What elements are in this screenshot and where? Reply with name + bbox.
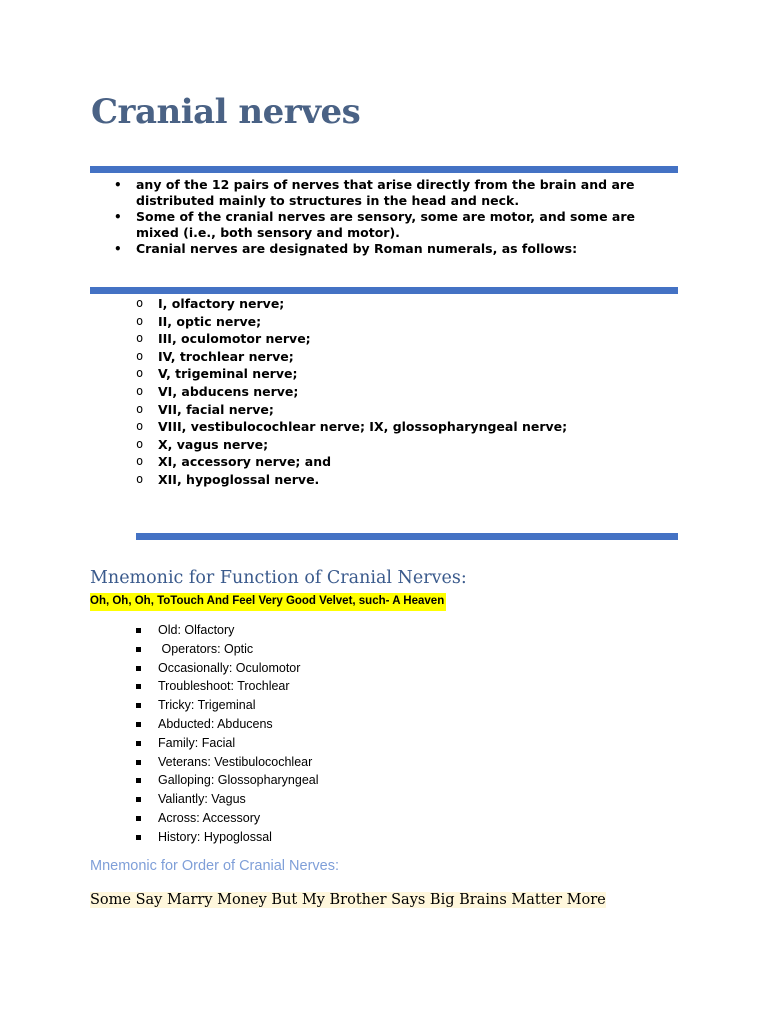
function-mnemonic-item-text: Old: Olfactory [158,623,235,637]
function-mnemonic-item [136,659,536,678]
bullet-icon: • [114,178,122,192]
bullet-icon: • [114,210,122,224]
divider-rule [90,287,678,294]
function-mnemonic-item-text: History: Hypoglossal [158,829,272,844]
square-bullet-icon [136,741,141,746]
nerve-list-item [136,471,676,489]
function-mnemonic-item-text: Occasionally: Oculomotor [158,660,301,675]
hollow-circle-bullet-icon: o [136,313,144,328]
nerve-list-item [136,348,676,366]
intro-bullet-item-text: Some of the cranial nerves are sensory, some are motor, and some are mixed (i.e., both sensory and motor). [136,209,640,240]
order-mnemonic-phrase [90,890,606,910]
nerve-list-item-text: VII, facial nerve; [158,401,274,417]
order-mnemonic-heading: Mnemonic for Order of Cranial Nerves: [90,858,339,874]
square-bullet-icon [136,666,141,671]
square-bullet-icon [136,722,141,727]
hollow-circle-bullet-icon: o [136,436,144,451]
nerve-list-item-text: IV, trochlear nerve; [158,348,294,364]
hollow-circle-bullet-icon: o [136,454,144,469]
divider-rule [136,533,678,540]
square-bullet-icon [136,835,141,840]
hollow-circle-bullet-icon: o [136,383,144,398]
hollow-circle-bullet-icon: o [136,419,144,434]
order-mnemonic-text: Some Say Marry Money But My Brother Says Big Brains Matter More [90,892,606,908]
function-mnemonic-item-text: Valiantly: Vagus [158,792,246,807]
divider-rule [90,166,678,173]
nerve-list-item [136,365,676,383]
function-mnemonic-item-text: Abducted: Abducens [158,716,273,731]
nerve-list-item-text: I, olfactory nerve; [158,296,285,311]
nerve-list-item-text: X, vagus nerve; [158,436,269,452]
bullet-icon: • [114,242,122,256]
square-bullet-icon [136,647,141,652]
hollow-circle-bullet-icon: o [136,366,144,381]
function-mnemonic-item-text: Galloping: Glossopharyngeal [158,773,319,788]
intro-bullet-list [112,177,672,257]
function-mnemonic-item [136,790,536,809]
function-mnemonic-item [136,621,536,640]
intro-bullet-item [112,209,672,241]
square-bullet-icon [136,778,141,783]
intro-bullet-item-text: Cranial nerves are designated by Roman numerals, as follows: [136,241,578,256]
square-bullet-icon [136,760,141,765]
square-bullet-icon [136,797,141,802]
nerve-list-item-text: V, trigeminal nerve; [158,366,298,382]
function-mnemonic-item-text: Veterans: Vestibulocochlear [158,754,313,769]
hollow-circle-bullet-icon: o [136,471,144,486]
function-mnemonic-item-text: Operators: Optic [158,641,254,656]
function-mnemonic-phrase: Oh, Oh, Oh, ToTouch And Feel Very Good Velvet, such- A Heaven [90,593,446,611]
nerve-list-item-text: III, oculomotor nerve; [158,331,311,347]
function-mnemonic-item [136,715,536,734]
nerve-list-item [136,453,676,471]
function-mnemonic-item-text: Troubleshoot: Trochlear [158,679,290,694]
function-mnemonic-item-text: Tricky: Trigeminal [158,698,256,713]
square-bullet-icon [136,703,141,708]
function-mnemonic-item [136,828,536,847]
nerve-list-item-text: XI, accessory nerve; and [158,454,332,470]
page-title: Cranial nerves [91,92,361,132]
hollow-circle-bullet-icon: o [136,348,144,363]
square-bullet-icon [136,816,141,821]
nerve-list-item [136,295,676,313]
function-mnemonic-item [136,640,536,659]
nerve-list-item [136,418,676,436]
nerve-list-item-text: II, optic nerve; [158,313,262,329]
hollow-circle-bullet-icon: o [136,401,144,416]
intro-bullet-item [112,241,672,257]
nerve-list-item [136,313,676,331]
hollow-circle-bullet-icon: o [136,296,144,310]
nerve-list [136,295,676,489]
nerve-list-item [136,436,676,454]
nerve-list-item-text: VI, abducens nerve; [158,383,299,399]
function-mnemonic-item [136,734,536,753]
function-mnemonic-list [136,621,536,847]
function-mnemonic-item [136,809,536,828]
square-bullet-icon [136,628,141,633]
square-bullet-icon [136,684,141,689]
function-mnemonic-item-text: Family: Facial [158,735,236,750]
function-mnemonic-item [136,677,536,696]
nerve-list-item-text: XII, hypoglossal nerve. [158,471,320,487]
nerve-list-item [136,401,676,419]
function-mnemonic-heading: Mnemonic for Function of Cranial Nerves: [90,568,467,588]
nerve-list-item-text: VIII, vestibulocochlear nerve; IX, glossopharyngeal nerve; [158,419,568,435]
function-mnemonic-item [136,771,536,790]
intro-bullet-item-text: any of the 12 pairs of nerves that arise directly from the brain and are distributed mainly to structures in the head and neck. [136,177,639,208]
function-mnemonic-item-text: Across: Accessory [158,810,261,825]
hollow-circle-bullet-icon: o [136,331,144,346]
intro-bullet-item [112,177,672,209]
nerve-list-item [136,330,676,348]
nerve-list-item [136,383,676,401]
function-mnemonic-item [136,696,536,715]
function-mnemonic-item [136,753,536,772]
